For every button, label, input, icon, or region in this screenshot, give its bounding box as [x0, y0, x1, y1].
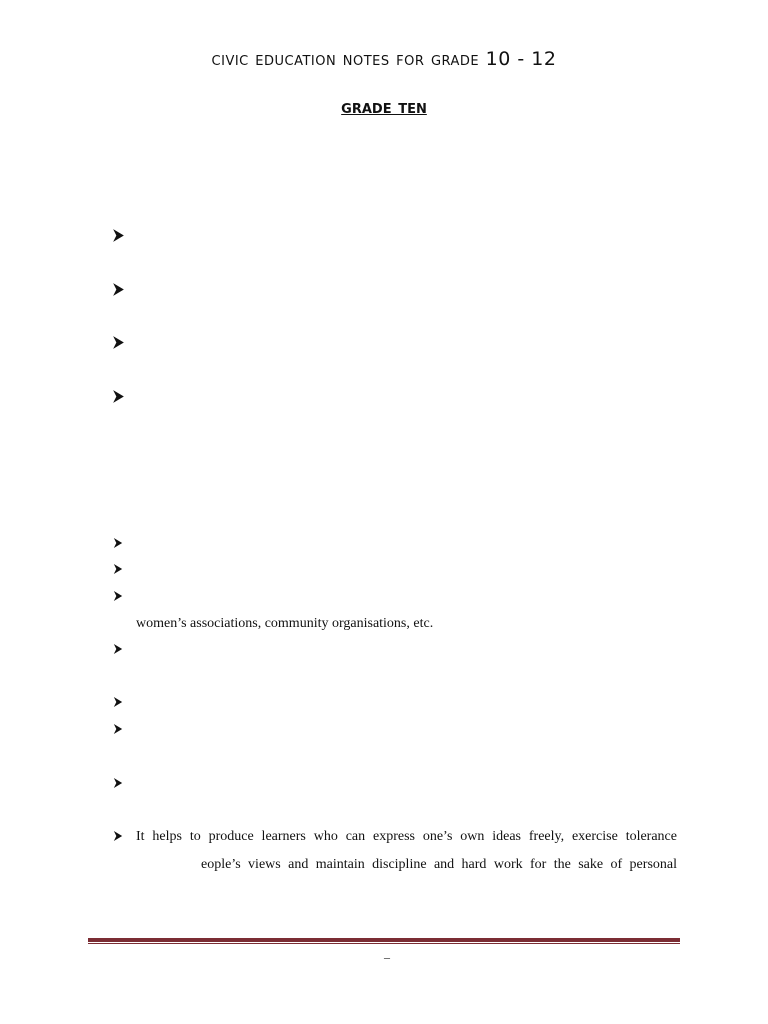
list-item-continuation: women’s associations, community organisations, etc.: [136, 616, 434, 631]
arrowhead-bullet-icon: [112, 335, 125, 350]
arrowhead-bullet-icon: [113, 723, 123, 735]
arrowhead-bullet-icon: [112, 228, 125, 243]
arrowhead-bullet-icon: [113, 537, 123, 549]
list-item-text: It helps to produce learners who can express one’s own ideas freely, exercise tolerance: [136, 829, 677, 844]
arrowhead-bullet-icon: [112, 389, 125, 404]
footer-rule: [88, 938, 680, 942]
arrowhead-bullet-icon: [113, 830, 123, 842]
section-heading: grade ten: [341, 96, 427, 118]
arrowhead-bullet-icon: [113, 590, 123, 602]
arrowhead-bullet-icon: [113, 777, 123, 789]
list-item-continuation: eople’s views and maintain discipline and hard work for the sake of personal: [201, 857, 677, 872]
page-title: civic education notes for grade 10 - 12: [211, 48, 557, 70]
arrowhead-bullet-icon: [113, 563, 123, 575]
arrowhead-bullet-icon: [113, 643, 123, 655]
arrowhead-bullet-icon: [113, 696, 123, 708]
arrowhead-bullet-icon: [112, 282, 125, 297]
footer-rule-thin: [88, 943, 680, 944]
page-number: –: [384, 950, 390, 964]
